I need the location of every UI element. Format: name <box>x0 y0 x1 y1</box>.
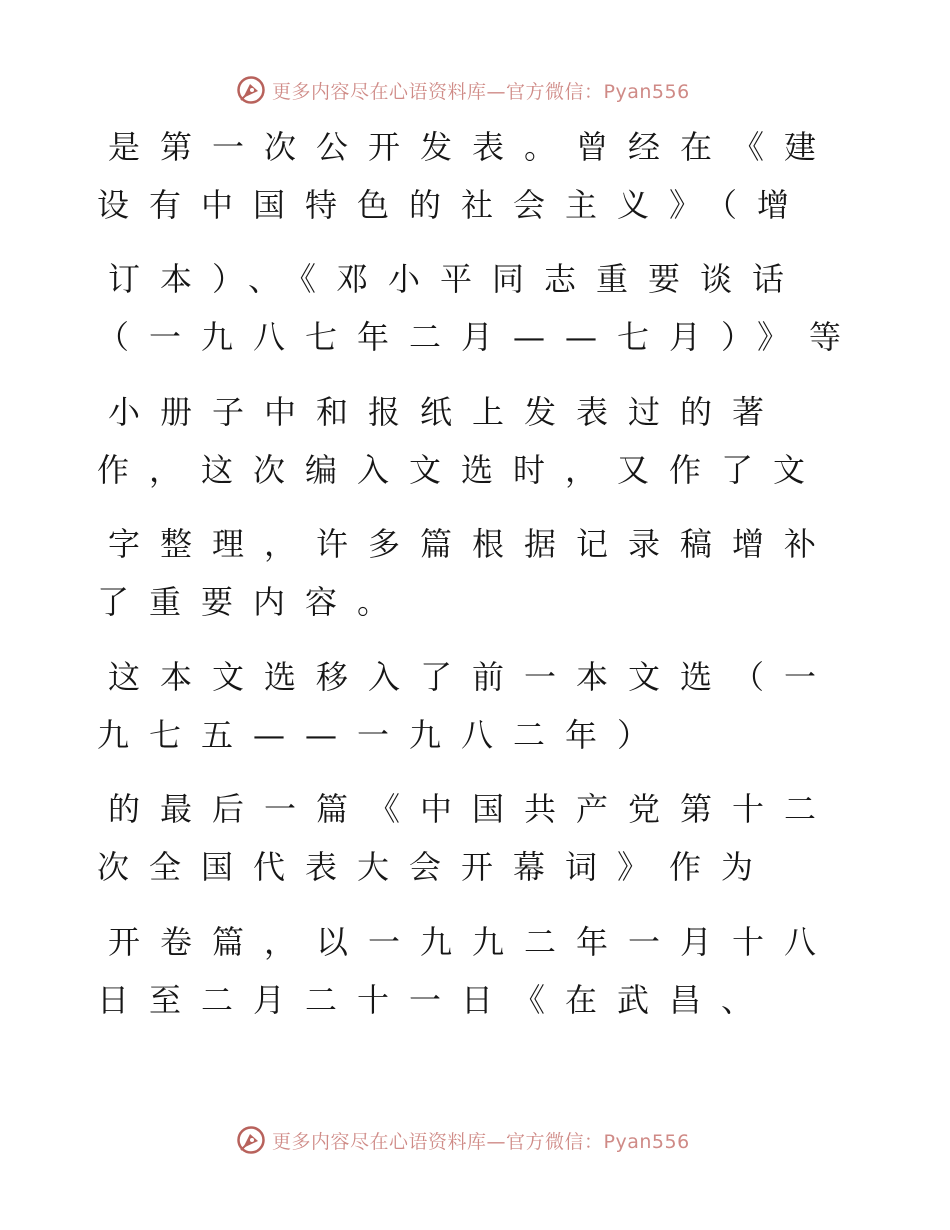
text-line: 是第一次公开发表。曾经在《建 <box>108 128 837 166</box>
text-line: 设有中国特色的社会主义》（增 <box>97 186 810 224</box>
text-line: 这本文选移入了前一本文选（一 <box>108 658 837 696</box>
pen-nib-logo-icon <box>236 75 266 105</box>
text-line: 次全国代表大会开幕词》作为 <box>97 848 774 886</box>
footer-watermark <box>236 1123 690 1157</box>
text-line: 开卷篇，以一九九二年一月十八 <box>108 923 837 961</box>
text-line: 日至二月二十一日《在武昌、 <box>97 981 774 1019</box>
text-line: 字整理，许多篇根据记录稿增补 <box>108 525 837 563</box>
text-line: 订本）、《邓小平同志重要谈话 <box>108 260 805 298</box>
text-line: 小册子中和报纸上发表过的著 <box>108 393 785 431</box>
text-line: 作，这次编入文选时，又作了文 <box>97 451 826 489</box>
pen-nib-logo-icon <box>236 1125 266 1155</box>
text-line: 的最后一篇《中国共产党第十二 <box>108 790 837 828</box>
text-line: 九七五——一九八二年） <box>97 716 670 754</box>
text-line: （一九八七年二月——七月）》等 <box>97 318 862 356</box>
watermark-text: 更多内容尽在心语资料库—官方微信：Pyan556 <box>272 80 690 103</box>
text-line: 了重要内容。 <box>97 583 410 621</box>
watermark-text: 更多内容尽在心语资料库—官方微信：Pyan556 <box>272 1130 690 1153</box>
header-watermark <box>236 73 690 107</box>
